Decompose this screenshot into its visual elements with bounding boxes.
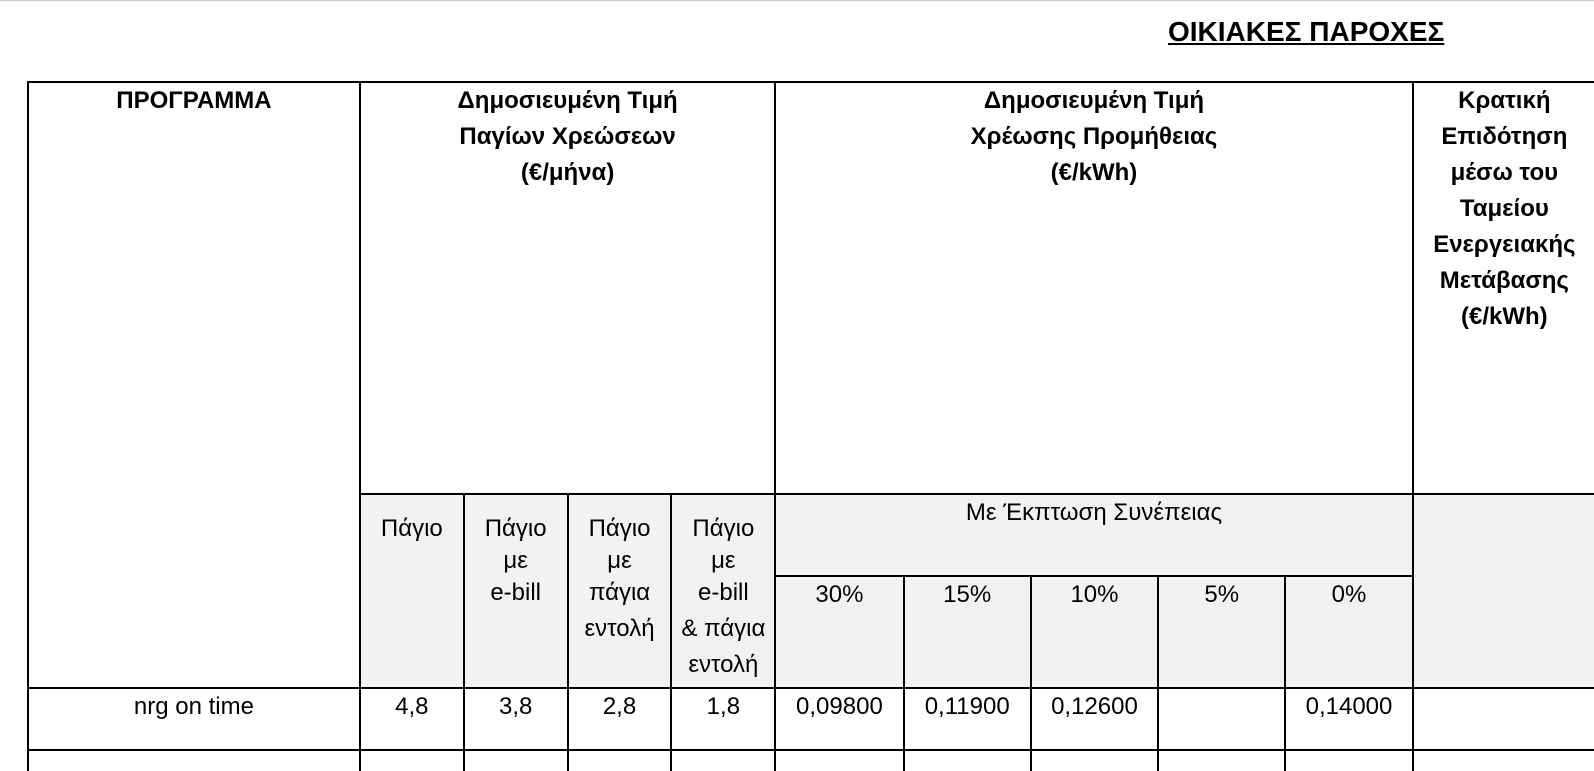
subheader-subsidy-blank bbox=[1413, 494, 1594, 688]
row-cut-cell bbox=[1285, 750, 1412, 771]
subheader-pagio-ebill: Πάγιο με e-bill bbox=[464, 494, 568, 688]
row-cut-cell bbox=[28, 750, 360, 771]
table-row bbox=[28, 688, 1594, 750]
table-row bbox=[28, 750, 1594, 771]
subheader-pagio: Πάγιο bbox=[360, 494, 464, 688]
row-pagio-entoli: 2,8 bbox=[568, 688, 672, 750]
row-cut-cell bbox=[671, 750, 775, 771]
subheader-pagio-ebill-entoli: Πάγιο με e-bill & πάγια εντολή bbox=[671, 494, 775, 688]
discount-level-0: 0% bbox=[1285, 576, 1412, 688]
row-program-name: nrg on time bbox=[28, 688, 360, 750]
row-cut-cell bbox=[568, 750, 672, 771]
row-cut-cell bbox=[360, 750, 464, 771]
header-state-subsidy: Κρατική Επιδότηση μέσω του Ταμείου Ενεργειακής Μετάβασης (€/kWh) bbox=[1413, 82, 1594, 494]
row-subsidy bbox=[1413, 688, 1594, 750]
page-title: ΟΙΚΙΑΚΕΣ ΠΑΡΟΧΕΣ bbox=[1168, 16, 1445, 47]
row-cut-cell bbox=[1413, 750, 1594, 771]
row-price-0: 0,14000 bbox=[1285, 688, 1412, 750]
header-supply-charge: Δημοσιευμένη Τιμή Χρέωσης Προμήθειας (€/kWh) bbox=[775, 82, 1412, 494]
row-price-5 bbox=[1158, 688, 1285, 750]
row-price-15: 0,11900 bbox=[904, 688, 1031, 750]
row-cut-cell bbox=[1158, 750, 1285, 771]
row-cut-cell bbox=[904, 750, 1031, 771]
tariff-table bbox=[27, 81, 1594, 771]
row-pagio: 4,8 bbox=[360, 688, 464, 750]
row-cut-cell bbox=[464, 750, 568, 771]
header-program: ΠΡΟΓΡΑΜΜΑ bbox=[28, 82, 360, 688]
row-pagio-ebill: 3,8 bbox=[464, 688, 568, 750]
row-cut-cell bbox=[1031, 750, 1158, 771]
row-pagio-ebill-entoli: 1,8 bbox=[671, 688, 775, 750]
row-price-30: 0,09800 bbox=[775, 688, 903, 750]
header-fixed-charges: Δημοσιευμένη Τιμή Παγίων Χρεώσεων (€/μήνα) bbox=[360, 82, 775, 494]
page-top-rule bbox=[0, 0, 1594, 1]
subheader-pagio-entoli: Πάγιο με πάγια εντολή bbox=[568, 494, 672, 688]
discount-level-30: 30% bbox=[775, 576, 903, 688]
subheader-consistency-discount: Με Έκπτωση Συνέπειας bbox=[775, 494, 1412, 576]
discount-level-15: 15% bbox=[904, 576, 1031, 688]
discount-level-10: 10% bbox=[1031, 576, 1158, 688]
row-price-10: 0,12600 bbox=[1031, 688, 1158, 750]
row-cut-cell bbox=[775, 750, 903, 771]
discount-level-5: 5% bbox=[1158, 576, 1285, 688]
